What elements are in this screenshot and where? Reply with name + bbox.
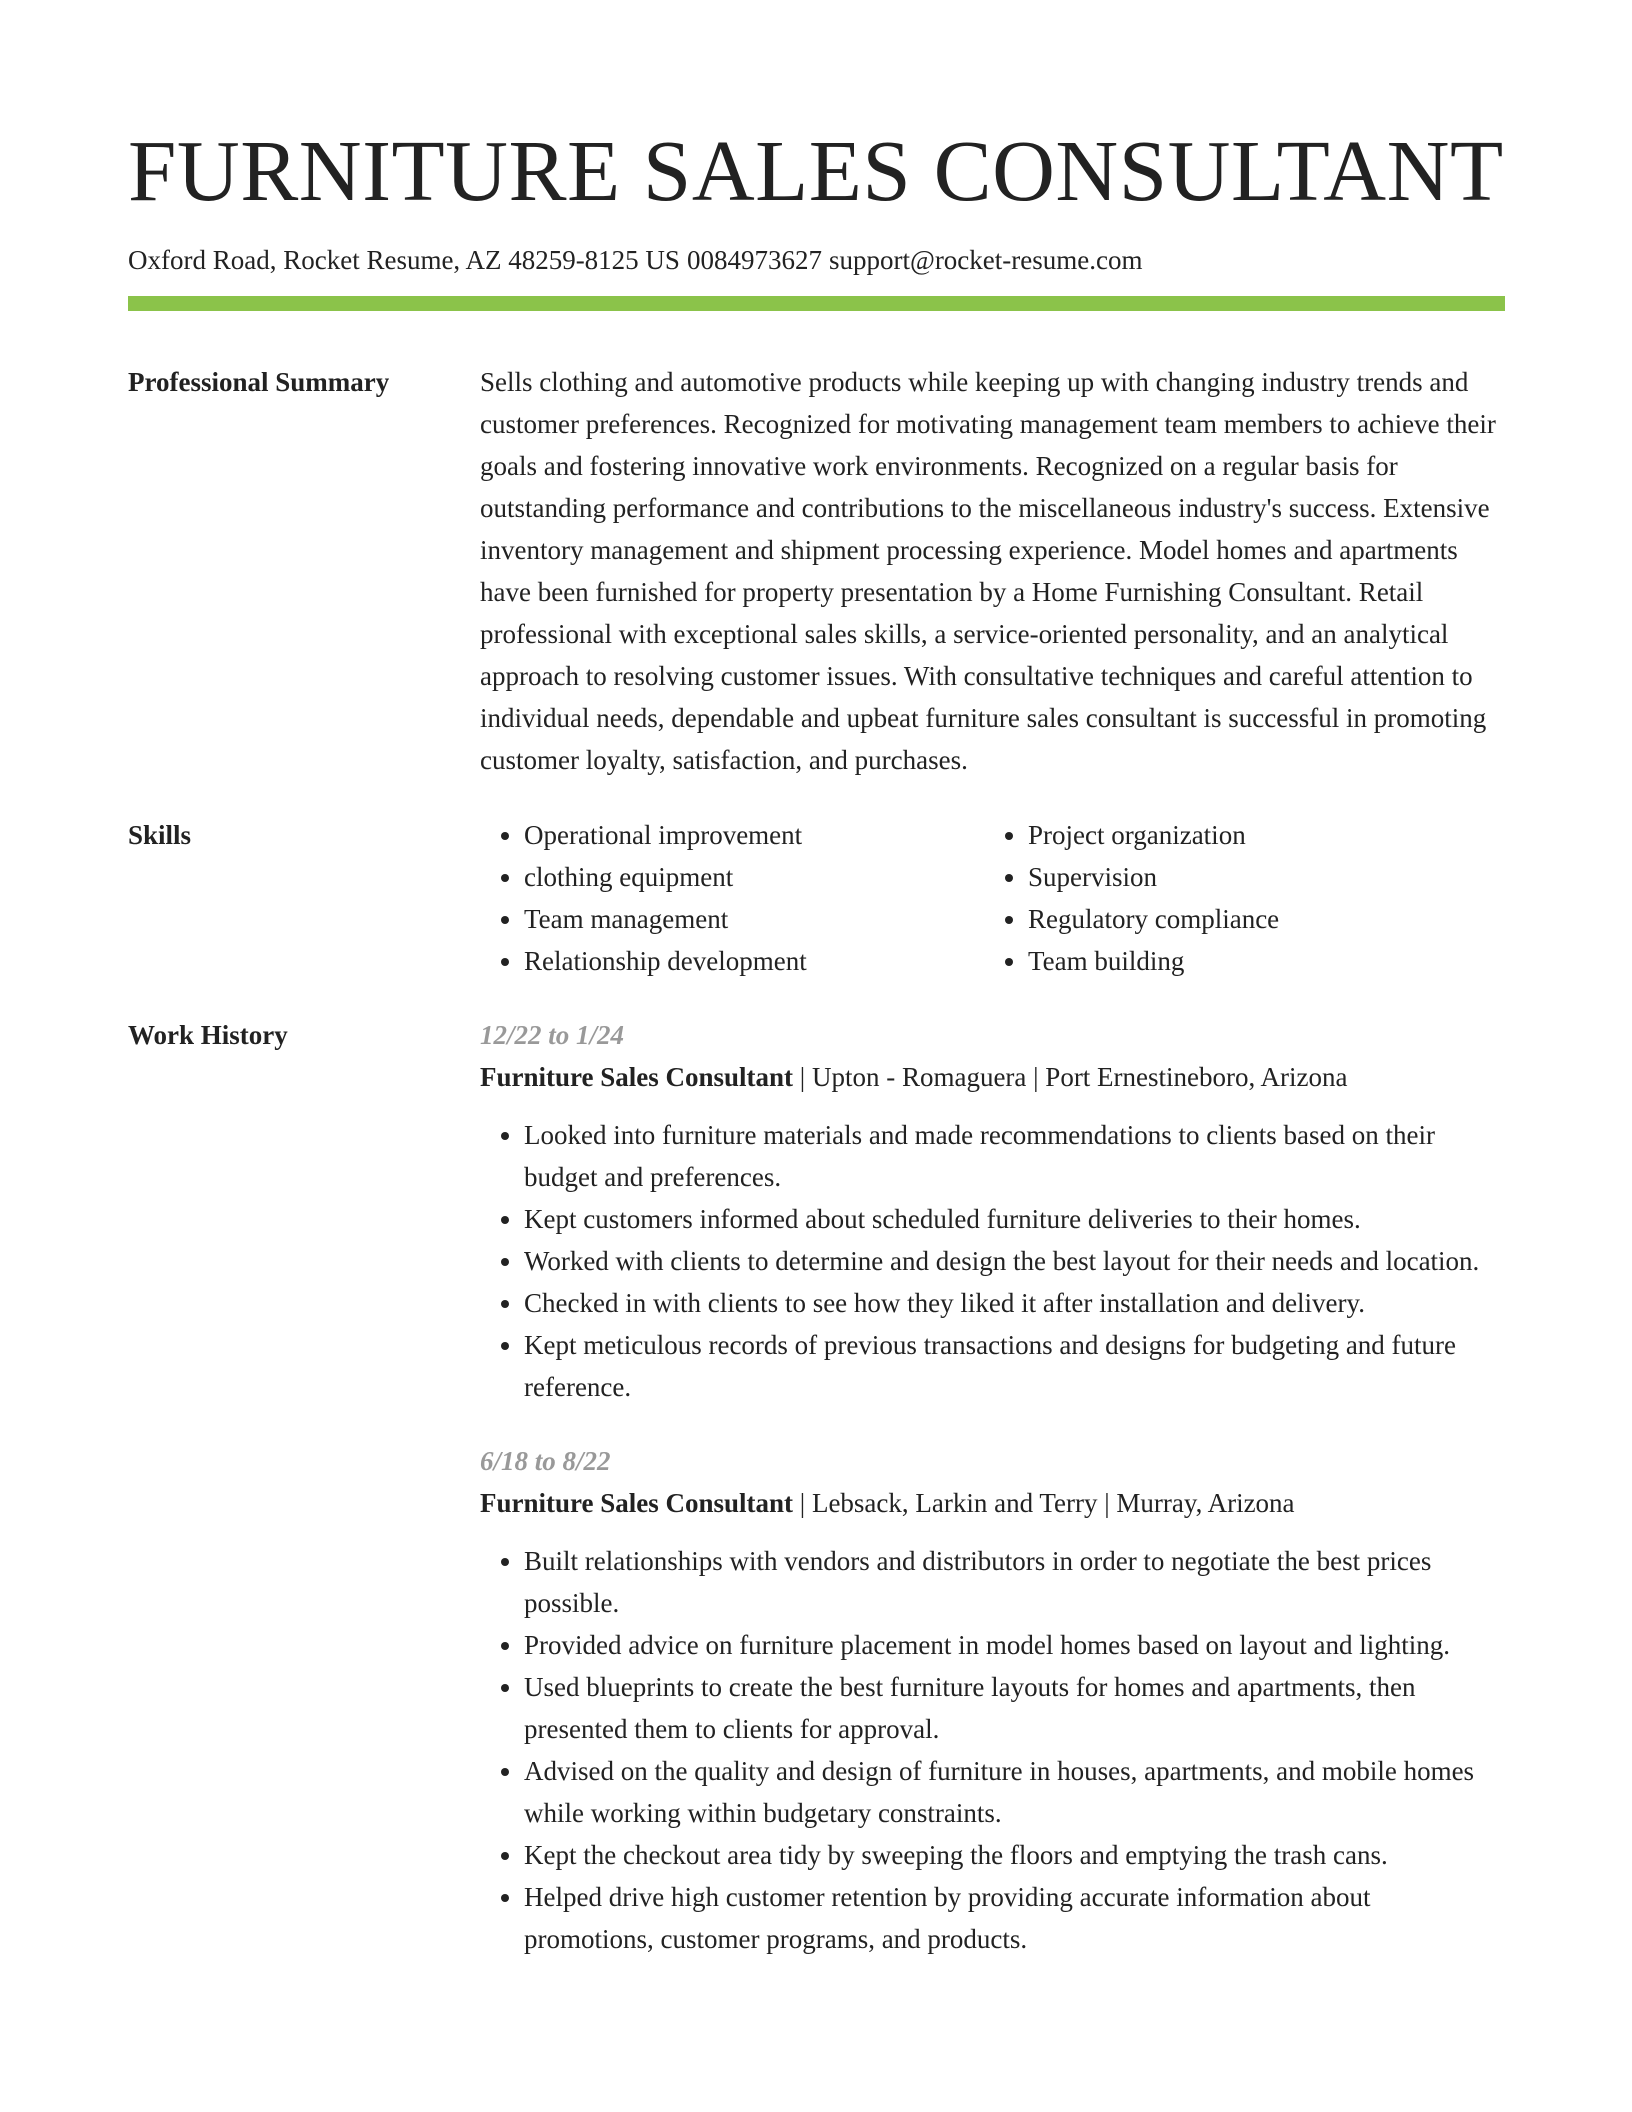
job-dates: 12/22 to 1/24 <box>480 1020 625 1050</box>
job-title: Furniture Sales Consultant <box>480 1488 794 1518</box>
job-title-line <box>480 1056 1505 1098</box>
job-bullet: • Kept the checkout area tidy by sweeping the floors and emptying the trash cans. <box>524 1834 1505 1876</box>
skills-section <box>128 814 1505 982</box>
job-bullet: • Advised on the quality and design of furniture in houses, apartments, and mobile homes while working within budgetary constraints. <box>524 1750 1505 1834</box>
skill-item: • Project organization <box>1028 814 1279 856</box>
summary-heading: Professional Summary <box>128 367 390 397</box>
contact-phone: 0084973627 <box>686 245 822 275</box>
skill-item: • Team building <box>1028 940 1279 982</box>
skills-heading: Skills <box>128 820 192 850</box>
job-bullet: • Checked in with clients to see how they liked it after installation and delivery. <box>524 1282 1505 1324</box>
contact-address: Oxford Road, Rocket Resume, AZ 48259-8125 US <box>128 245 680 275</box>
skills-body <box>480 814 1505 982</box>
job-bullet: • Worked with clients to determine and design the best layout for their needs and location. <box>524 1240 1505 1282</box>
skill-item: • Relationship development <box>524 940 984 982</box>
header-divider <box>128 296 1505 311</box>
job-bullets <box>480 1114 1505 1408</box>
job-bullet: • Helped drive high customer retention by providing accurate information about promotions, customer programs, and products. <box>524 1876 1505 1960</box>
job-entry <box>480 1014 1505 1408</box>
contact-email: support@rocket-resume.com <box>828 245 1143 275</box>
skill-item: • Supervision <box>1028 856 1279 898</box>
work-history-section <box>128 1014 1505 1960</box>
work-history-body <box>480 1014 1505 1960</box>
contact-line <box>128 244 1505 276</box>
job-bullet: • Looked into furniture materials and made recommendations to clients based on their budget and preferences. <box>524 1114 1505 1198</box>
job-bullet: • Provided advice on furniture placement in model homes based on layout and lighting. <box>524 1624 1505 1666</box>
summary-text: Sells clothing and automotive products while keeping up with changing industry trends and customer preferences. Recognized for motivating management team members to achieve their goals and fostering innovative work environments. Recognized on a regular basis for outstanding performance and contributions to the miscellaneous industry's success. Extensive inventory management and shipment processing experience. Model homes and apartments have been furnished for property presentation by a Home Furnishing Consultant. Retail professional with exceptional sales skills, a service-oriented personality, and an analytical approach to resolving customer issues. With consultative techniques and careful attention to individual needs, dependable and upbeat furniture sales consultant is successful in promoting customer loyalty, satisfaction, and purchases. <box>480 367 1496 775</box>
job-bullet: • Kept customers informed about scheduled furniture deliveries to their homes. <box>524 1198 1505 1240</box>
job-entry <box>480 1440 1505 1960</box>
job-employer-location: | Lebsack, Larkin and Terry | Murray, Arizona <box>793 1488 1295 1518</box>
summary-body <box>480 361 1505 781</box>
job-title-line <box>480 1482 1505 1524</box>
skills-column-left <box>480 814 984 982</box>
resume-page <box>128 0 1505 1960</box>
job-bullets <box>480 1540 1505 1960</box>
summary-section <box>128 361 1505 781</box>
skills-grid <box>480 814 1505 982</box>
job-employer-location: | Upton - Romaguera | Port Ernestineboro, Arizona <box>793 1062 1348 1092</box>
skill-item: • Operational improvement <box>524 814 984 856</box>
skills-column-right <box>984 814 1279 982</box>
job-bullet: • Kept meticulous records of previous transactions and designs for budgeting and future reference. <box>524 1324 1505 1408</box>
skill-item: • clothing equipment <box>524 856 984 898</box>
job-bullet: • Built relationships with vendors and distributors in order to negotiate the best prices possible. <box>524 1540 1505 1624</box>
job-bullet: • Used blueprints to create the best furniture layouts for homes and apartments, then presented them to clients for approval. <box>524 1666 1505 1750</box>
skill-item: • Regulatory compliance <box>1028 898 1279 940</box>
work-history-heading: Work History <box>128 1020 288 1050</box>
skill-item: • Team management <box>524 898 984 940</box>
job-title: Furniture Sales Consultant <box>480 1062 794 1092</box>
job-dates: 6/18 to 8/22 <box>480 1446 611 1476</box>
resume-name: FURNITURE SALES CONSULTANT <box>128 122 1504 219</box>
